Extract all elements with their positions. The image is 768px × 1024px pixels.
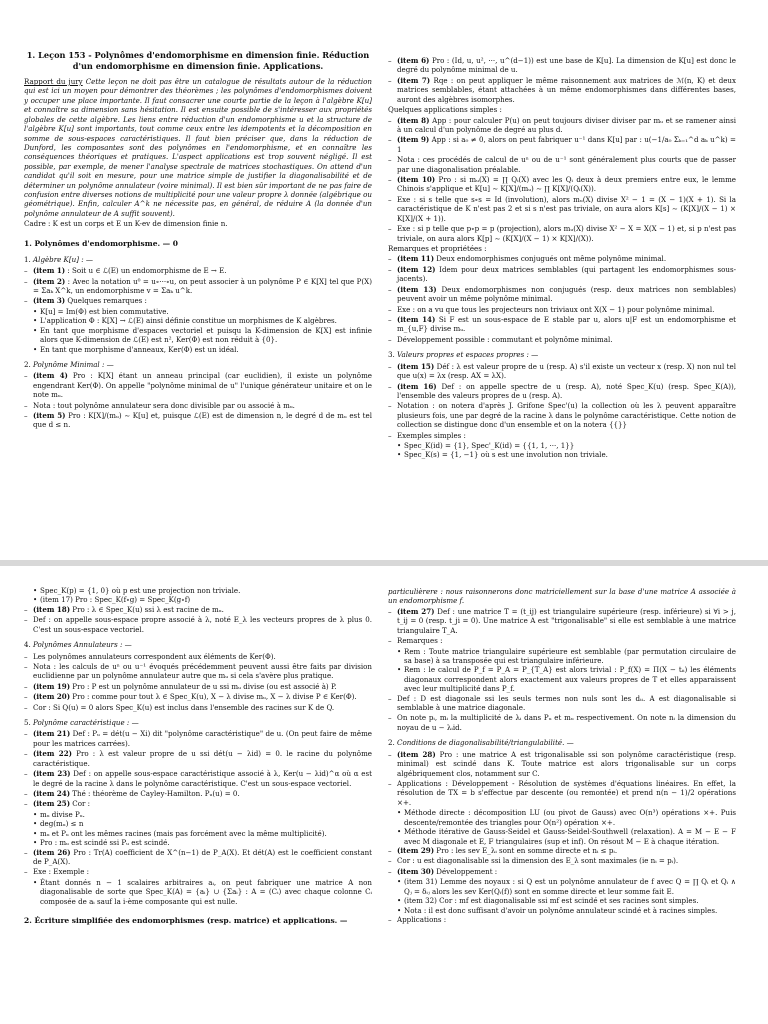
item-text: Cor : bbox=[70, 799, 91, 809]
list-item bbox=[33, 692, 372, 701]
list-item bbox=[397, 750, 736, 778]
list-item bbox=[397, 867, 736, 876]
item-text: Pro : comme pour tout λ ∈ Spec_K(u), X − λ divise mᵤ, X − λ divise P ∈ Ker(Φ). bbox=[70, 692, 357, 702]
list-item bbox=[33, 729, 372, 748]
item-text: Pro : si mᵤ(X) = ∏ Qᵢ(X) avec les Qᵢ deux à deux premiers entre eux, le lemme Chinois s'applique et K[u] ∼ K[X]/(mᵤ) ∼ ∏ K[X]/(Qᵢ(X)). bbox=[397, 175, 737, 194]
item-text: Nota : les calculs de uⁿ ou u⁻¹ évoqués précédemment peuvent aussi être faits par division euclidienne par un polynôme annulateur autre que mᵤ si cela s'avère plus pratique. bbox=[33, 661, 372, 681]
bullet-item: • Rem : le calcul de P_f = P_A = P_{T_A} est alors trivial : P_f(X) = Π(X − tᵢᵢ) les éléments diagonaux correspondent alors exactement aux valeurs propres de T et elles apparaissent avec leur multiplicité dans P_f. bbox=[404, 665, 736, 693]
item-text: Notation : on notera d'après J. Grifone Spec'(u) la collection où les λ peuvent apparaître plusieurs fois, une par degré de la racine λ dans le polynôme caractéristique. Cette notion de collection se distingue donc d'un ensemble et on la notera {{}} bbox=[397, 401, 736, 430]
item-label: (item 19) bbox=[33, 681, 71, 691]
item-text: Pro : (Id, u, u², ···, u^(d−1)) est une base de K[u]. La dimension de K[u] est donc le degré du polynôme minimal de u. bbox=[397, 56, 737, 75]
subsection-caracteristique: 5. Polynôme caractéristique : — bbox=[24, 718, 139, 728]
list-item bbox=[397, 155, 736, 174]
item-label: (item 7) bbox=[397, 75, 431, 85]
list-item bbox=[397, 56, 736, 75]
item-text: Exe : on a vu que tous les projecteurs non triviaux ont X(X − 1) pour polynôme minimal. bbox=[397, 304, 715, 314]
item-label: (item 28) bbox=[397, 749, 436, 759]
item-text: Cor : Si Q(u) = 0 alors Spec_K(u) est inclus dans l'ensemble des racines sur K de Q. bbox=[33, 702, 335, 712]
list-item bbox=[33, 615, 372, 634]
item-label: (item 9) bbox=[397, 135, 430, 145]
list-item bbox=[397, 856, 736, 865]
item-text: Nota : tout polynôme annulateur sera donc divisible par ou associé à mᵤ. bbox=[33, 400, 295, 410]
item-text: Def : on appelle spectre de u (resp. A), noté Spec_K(u) (resp. Spec_K(A)), l'ensemble des valeurs propres de u (resp. A). bbox=[397, 381, 736, 400]
item-text: Def : une matrice T = (t_ij) est triangulaire supérieure (resp. inférieure) si ∀i > j, t_ij = 0 (resp. t_ji = 0). Une matrice A est "trigonalisable" si elle est semblable à une matrice triangulaire T_A. bbox=[397, 606, 736, 635]
triangulaire-items bbox=[388, 607, 736, 646]
item-text: Pro : P est un polynôme annulateur de u ssi mᵤ divise (ou est associé à) P. bbox=[70, 681, 337, 691]
item-label: (item 13) bbox=[397, 284, 437, 294]
item-label: (item 25) bbox=[33, 799, 71, 809]
bullet-item: • (item 31) Lemme des noyaux : si Q est un polynôme annulateur de f avec Q = ∏ Qᵢ et Qᵢ ∧ Qⱼ = δᵢⱼ alors les sev Ker(Qᵢ(f)) sont en somme directe et leur somme fait E. bbox=[404, 877, 736, 896]
subsection-algebre: 1. Algèbre K[u] : — bbox=[24, 254, 93, 264]
item-label: (item 14) bbox=[397, 314, 436, 324]
item-label: (item 15) bbox=[397, 361, 435, 371]
bullet-item: • L'application Φ : K[X] → ℒ(E) ainsi définie constitue un morphismes de K algèbres. bbox=[40, 316, 372, 325]
bullet-item: • Rem : Toute matrice triangulaire supérieure est semblable (par permutation circulaire de sa base) à sa transposée qui est triangulaire inférieure. bbox=[404, 647, 736, 666]
jury-report bbox=[24, 77, 372, 218]
item-label: (item 12) bbox=[397, 264, 436, 274]
list-item bbox=[33, 848, 372, 867]
item-label: (item 20) bbox=[33, 692, 71, 702]
applications-items bbox=[388, 116, 736, 243]
subsection-valeurs-propres: 3. Valeurs propres et espaces propres : — bbox=[388, 350, 539, 360]
list-item bbox=[33, 769, 372, 788]
bullet-item: • mᵤ divise Pᵤ. bbox=[40, 810, 372, 819]
list-item bbox=[33, 703, 372, 712]
item-text: Remarques : bbox=[397, 636, 443, 646]
page2-right-column bbox=[388, 586, 736, 925]
bullet-item: • deg(mᵤ) ≤ n bbox=[40, 819, 372, 828]
list-item bbox=[397, 305, 736, 314]
item25-corollaries bbox=[24, 810, 372, 848]
item-text: Développement : bbox=[434, 866, 498, 876]
list-item bbox=[33, 799, 372, 808]
list-item bbox=[397, 431, 736, 440]
item-label: (item 29) bbox=[397, 845, 435, 855]
item-text: Pro : K[X]/(mᵤ) ∼ K[u] et, puisque ℒ(E) est de dimension n, le degré d de mᵤ est tel que d ≤ n. bbox=[33, 411, 373, 430]
bullet-item: • mᵤ et Pᵤ ont les mêmes racines (mais pas forcément avec la même multiplicité). bbox=[40, 829, 372, 838]
item-text: Exe : si s telle que s∘s = Id (involution), alors mᵤ(X) divise X² − 1 = (X − 1)(X + 1). Si la caractéristique de K n'est pas 2 et si s n'est pas triviale, on aura alors K[s] ∼ (K[X]/(X − 1) × K[X]/(X + 1)). bbox=[397, 194, 736, 223]
item-label: (item 1) bbox=[33, 266, 66, 276]
jury-report-label: Rapport du jury bbox=[24, 77, 83, 86]
item-text: Cor : u est diagonalisable ssi la dimension des E_λ sont maximales (ie nᵢ = pᵢ). bbox=[397, 856, 679, 866]
list-item bbox=[397, 315, 736, 334]
list-item bbox=[33, 682, 372, 691]
bullet-item: • Étant donnés n − 1 scalaires arbitraires aᵢ, on peut fabriquer une matrice A non diagonalisable de sorte que Spec_K(A) = {aᵢ} ∪ {Σaᵢ} : A = (Cᵢ) avec chaque colonne Cᵢ composée de aᵢ sauf la i-ème composante qui est nulle. bbox=[40, 878, 372, 906]
item-text: App : pour calculer P(u) on peut toujours diviser diviser par mᵤ et se ramener ainsi à un calcul d'un polynôme de degré au plus d. bbox=[397, 115, 736, 134]
item-label: (item 3) bbox=[33, 296, 66, 306]
subsection-annulateurs: 4. Polynômes Annulateurs : — bbox=[24, 640, 132, 650]
item-label: (item 11) bbox=[397, 254, 435, 264]
continued-examples bbox=[24, 586, 372, 605]
list-item bbox=[397, 362, 736, 381]
bullet-item: • (item 32) Cor : mf est diagonalisable ssi mf est scindé et ses racines sont simples. bbox=[404, 896, 736, 905]
algebre-items bbox=[24, 266, 372, 306]
list-item bbox=[397, 382, 736, 401]
bullet-item: • En tant que morphisme d'espaces vectoriel et puisqu la K-dimension de K[X] est infinie alors que K-dimension de ℒ(E) est n², Ker(Φ) est non réduit à {0}. bbox=[40, 326, 372, 345]
bullet-item: • Méthode itérative de Gauss-Seidel et Gauss-Seidel-Southwell (relaxation). A = M − E − F avec M diagonale et E, F triangulaires (sup et inf). On résout M − E à chaque itération. bbox=[404, 827, 736, 846]
page1-right-column bbox=[388, 56, 736, 460]
item-label: (item 16) bbox=[397, 381, 437, 391]
list-item bbox=[33, 789, 372, 798]
list-item bbox=[397, 195, 736, 223]
bullet-item: • En tant que morphisme d'anneaux, Ker(Φ) est un idéal. bbox=[40, 345, 372, 354]
item-text: Def : D est diagonale ssi les seuls termes non nuls sont les dᵢᵢ. A est diagonalisable si semblable à une matrice diagonale. bbox=[397, 693, 736, 713]
item-label: (item 2) bbox=[33, 276, 66, 286]
item-text: Rqe : on peut appliquer le même raisonnement aux matrices de ℳ(n, K) et deux matrices semblables, étant attachées à un même endomorphismes dans différentes bases, auront des algèbres isomorphes. bbox=[397, 75, 736, 104]
item-label: (item 24) bbox=[33, 789, 71, 799]
list-item bbox=[33, 652, 372, 661]
example-bullets bbox=[24, 878, 372, 906]
methods-bullets bbox=[388, 808, 736, 846]
item-text: Si F est un sous-espace de E stable par u, alors u|F est un endomorphisme et m_{u,F} divise mᵤ. bbox=[397, 314, 737, 334]
item-label: (item 10) bbox=[397, 175, 436, 185]
list-item bbox=[33, 277, 372, 296]
item-label: (item 22) bbox=[33, 749, 72, 759]
list-item bbox=[33, 401, 372, 410]
remarks-items bbox=[388, 254, 736, 344]
list-item bbox=[33, 867, 372, 876]
item-label: (item 30) bbox=[397, 866, 435, 876]
list-item bbox=[397, 636, 736, 645]
applications-heading: Quelques applications simples : bbox=[388, 105, 502, 115]
bullet-item: • Nota : il est donc suffisant d'avoir un polynôme annulateur scindé et à racines simples. bbox=[404, 906, 736, 915]
section-2-title: 2. Écriture simplifiée des endomorphismes (resp. matrice) et applications. — bbox=[24, 916, 348, 926]
sev-items bbox=[388, 846, 736, 876]
item-text: Thé : théorème de Cayley-Hamilton. Pᵤ(u) = 0. bbox=[70, 789, 240, 799]
item-label: (item 18) bbox=[33, 604, 71, 614]
triangulaire-remarks bbox=[388, 647, 736, 694]
item-text: Deux endomorphismes non conjugués (resp. deux matrices non semblables) peuvent avoir un même polynôme minimal. bbox=[397, 284, 736, 304]
item-text: Nota : ces procédés de calcul de uⁿ ou de u⁻¹ sont généralement plus courts que de passer par une diagonalisation préalable. bbox=[397, 155, 736, 174]
bullet-item: • Spec_K(s) = {1, −1} où s est une involution non triviale. bbox=[404, 450, 736, 459]
item-text: On note pᵢ, mᵢ la multiplicité de λᵢ dans Pᵤ et mᵤ respectivement. On note nᵢ la dimension du noyau de u − λᵢid. bbox=[397, 713, 736, 732]
base-items bbox=[388, 56, 736, 104]
item-label: (item 23) bbox=[33, 769, 71, 779]
item-text: Exemples simples : bbox=[397, 430, 466, 440]
list-item bbox=[397, 265, 736, 284]
list-item bbox=[397, 401, 736, 429]
cadre: Cadre : K est un corps et E un K-ev de dimension finie n. bbox=[24, 219, 228, 229]
spectrum-examples bbox=[388, 441, 736, 460]
caracteristique-items bbox=[24, 729, 372, 808]
item-text: Def : on appelle sous-espace caractéristique associé à λ, Ker(u − λid)^α où α est le degré de la racine λ dans le polynôme caractéristique. C'est un sous-espace vectoriel. bbox=[33, 769, 372, 788]
list-item: – Applications : bbox=[397, 915, 736, 924]
bullet-item: • Spec_K(id) = {1}, Spec'_K(id) = {{1, 1, ···, 1}} bbox=[404, 441, 736, 450]
item-text: Def : Pᵤ = dét(u − Xi) dit "polynôme caractéristique" de u. (On peut faire de même pour les matrices carrées). bbox=[33, 729, 372, 748]
annulateurs-items bbox=[24, 652, 372, 713]
bullet-item: • Méthode directe : décomposition LU (ou pivot de Gauss) avec O(n³) opérations ×+. Puis descente/remontée des triangles pour O(n²) opération ×+. bbox=[404, 808, 736, 827]
lesson-title: 1. Leçon 153 - Polynômes d'endomorphisme en dimension finie. Réduction d'un endomorphisme en dimension finie. Applications. bbox=[26, 50, 370, 71]
polynome-minimal-items bbox=[24, 371, 372, 430]
list-item bbox=[397, 135, 736, 154]
list-item bbox=[397, 285, 736, 304]
conditions-items bbox=[388, 750, 736, 808]
list-item bbox=[33, 749, 372, 768]
list-item bbox=[33, 296, 372, 305]
item-text: Pro : λ est valeur propre de u ssi dét(u − λid) = 0. le racine du polynôme caractéristique. bbox=[33, 749, 372, 768]
list-item bbox=[397, 116, 736, 135]
item-label: (item 5) bbox=[33, 411, 66, 421]
item-text: Deux endomorphismes conjugués ont même polynôme minimal. bbox=[434, 254, 667, 264]
item-text: Pro : K[X] étant un anneau principal (car euclidien), il existe un polynôme engendrant Ker(Φ). On appelle "polynôme minimal de u" l'unique générateur unitaire et on le note mᵤ. bbox=[33, 371, 372, 400]
item-label: (item 6) bbox=[397, 56, 430, 65]
list-item bbox=[397, 846, 736, 855]
page1-left-column bbox=[24, 50, 372, 431]
page2-left-column bbox=[24, 586, 372, 930]
item-text: Applications : Développement - Résolution de systèmes d'équations linéaires. En effet, la résolution de TX = b s'effectue par descente (ou remontée) et prend n(n − 1)/2 opérations ×+. bbox=[397, 779, 736, 807]
item-text: Déf : λ est valeur propre de u (resp. A) s'il existe un vecteur x (resp. X) non nul tel que u(x) = λx (resp. AX = λX). bbox=[397, 361, 737, 381]
page-2 bbox=[0, 566, 768, 1024]
item-text: Exe : Exemple : bbox=[33, 867, 90, 877]
bullet-item: • K[u] = Im(Φ) est bien commutative. bbox=[40, 307, 372, 316]
list-item bbox=[397, 254, 736, 263]
item-label: (item 26) bbox=[33, 847, 71, 857]
item-text: Exe : si p telle que p∘p = p (projection), alors mᵤ(X) divise X² − X = X(X − 1) et, si p n'est pas triviale, on aura alors K[p] ∼ (K[X]/(X − 1) × K[X]/(X)). bbox=[397, 224, 736, 243]
list-item bbox=[33, 411, 372, 430]
item-label: (item 4) bbox=[33, 371, 68, 381]
item-label: (item 21) bbox=[33, 729, 71, 739]
list-item bbox=[33, 662, 372, 681]
subsection-conditions: 2. Conditions de diagonalisabilité/triangulabilité. — bbox=[388, 738, 574, 748]
subsection-polynome-minimal: 2. Polynôme Minimal : — bbox=[24, 359, 114, 369]
item-text: Def : on appelle sous-espace propre associé à λ, noté E_λ les vecteurs propres de λ plus 0. C'est un sous-espace vectoriel. bbox=[33, 615, 372, 634]
list-item bbox=[397, 694, 736, 713]
list-item bbox=[397, 713, 736, 732]
bullet-item: • Spec_K(p) = {1, 0} où p est une projection non triviale. bbox=[40, 586, 372, 595]
intro-text: particulièrere : nous raisonnerons donc matriciellement sur la base d'une matrice A associée à un endomorphisme f. bbox=[388, 587, 736, 606]
list-item bbox=[397, 779, 736, 807]
item-text: Développement possible : commutant et polynôme minimal. bbox=[397, 334, 613, 344]
item-text: Pro : les sev E_λᵢ sont en somme directe et nᵢ ≤ pᵢ. bbox=[434, 845, 618, 855]
item-text: Idem pour deux matrices semblables (qui partagent les endomorphismes sous-jacents). bbox=[397, 264, 736, 284]
trace-items bbox=[24, 848, 372, 877]
jury-report-text: Cette leçon ne doit pas être un catalogue de résultats autour de la réduction qui est ici un moyen pour démontrer des théorèmes ; les polynômes d'endomorphismes doivent y occuper une place importante. Il faut consacrer une courte partie de la leçon à l'algèbre K[u] et connaître sa dimension sans hésitation. Il est ensuite possible de s'intéresser aux propriétés globales de cette algèbre. Les liens entre réduction d'un endomorphisme u et la structure de l'algèbre K[u] sont importants, tout comme ceux entre les idempotents et la décomposition en somme de sous-espaces caractéristiques. Il faut bien préciser que, dans la réduction de Dunford, les composantes sont des polynômes en l'endomorphisme, et en connaître les conséquences théoriques et pratiques. L'aspect applications est trop souvent négligé. Il est possible, par exemple, de mener l'analyse spectrale de matrices stochastiques. On attend d'un candidat qu'il soit en mesure, pour une matrice simple de justifier la diagonalisabilité et de déterminer un polynôme annulateur (voire minimal). Il est bien sûr important de ne pas faire de confusion entre diverses notions de multiplicité pour une valeur propre λ donnée (algébrique ou géométrique). Enfin, calculer A^k ne nécessite pas, en général, de réduire A (la donnée d'un polynôme annulateur de A suffit souvent). bbox=[24, 77, 372, 218]
item3-remarks bbox=[24, 307, 372, 354]
list-item bbox=[397, 175, 736, 194]
item-text: : Soit u ∈ ℒ(E) un endomorphisme de E → E. bbox=[65, 266, 227, 276]
valeurs-propres-items bbox=[388, 362, 736, 440]
list-item bbox=[33, 605, 372, 614]
item-text: Pro : une matrice A est trigonalisable ssi son polynôme caractéristique (resp. minimal) est scindé dans K. Toute matrice est alors trigonalisable sur un corps algébriquement clos, notamment sur C. bbox=[397, 749, 736, 778]
item-text: Pro : λ ∈ Spec_K(u) ssi λ est racine de mᵤ. bbox=[70, 604, 224, 614]
bullet-item: • Pro : mᵤ est scindé ssi Pᵤ est scindé. bbox=[40, 838, 372, 847]
list-item bbox=[33, 266, 372, 275]
item-label: (item 27) bbox=[397, 606, 435, 616]
list-item bbox=[397, 607, 736, 635]
remarks-heading: Remarques et propriétées : bbox=[388, 244, 487, 254]
list-item bbox=[397, 76, 736, 104]
item-text: Les polynômes annulateurs correspondent aux éléments de Ker(Φ). bbox=[33, 651, 276, 661]
list-item bbox=[33, 371, 372, 399]
item-text: Pro : Tr(A) coefficient de X^(n−1) de P_A(X). Et dét(A) est le coefficient constant de P_A(X). bbox=[33, 847, 373, 866]
list-item bbox=[397, 335, 736, 344]
item-text: Quelques remarques : bbox=[65, 296, 147, 306]
development-bullets bbox=[388, 877, 736, 915]
item-label: (item 8) bbox=[397, 115, 430, 125]
sous-espace-items bbox=[24, 605, 372, 634]
item-text: App : si a₀ ≠ 0, alors on peut fabriquer u⁻¹ dans K[u] par : u(−1/a₀ Σₖ₌₁^d aₖ u^k) = 1 bbox=[397, 135, 736, 154]
section-1-title: 1. Polynômes d'endomorphisme. — 0 bbox=[24, 238, 179, 248]
list-item bbox=[397, 224, 736, 243]
item-text: : Avec la notation u⁰ = u∘···∘u, on peut associer à un polynôme P ∈ K[X] tel que P(X) = Σaₖ X^k, un endomorphisme v = Σaₖ u^k. bbox=[33, 276, 373, 295]
diagonale-items bbox=[388, 694, 736, 733]
applications-tail bbox=[388, 915, 736, 924]
bullet-item: • (item 17) Pro : Spec_K(f∘g) = Spec_K(g∘f) bbox=[40, 595, 372, 604]
